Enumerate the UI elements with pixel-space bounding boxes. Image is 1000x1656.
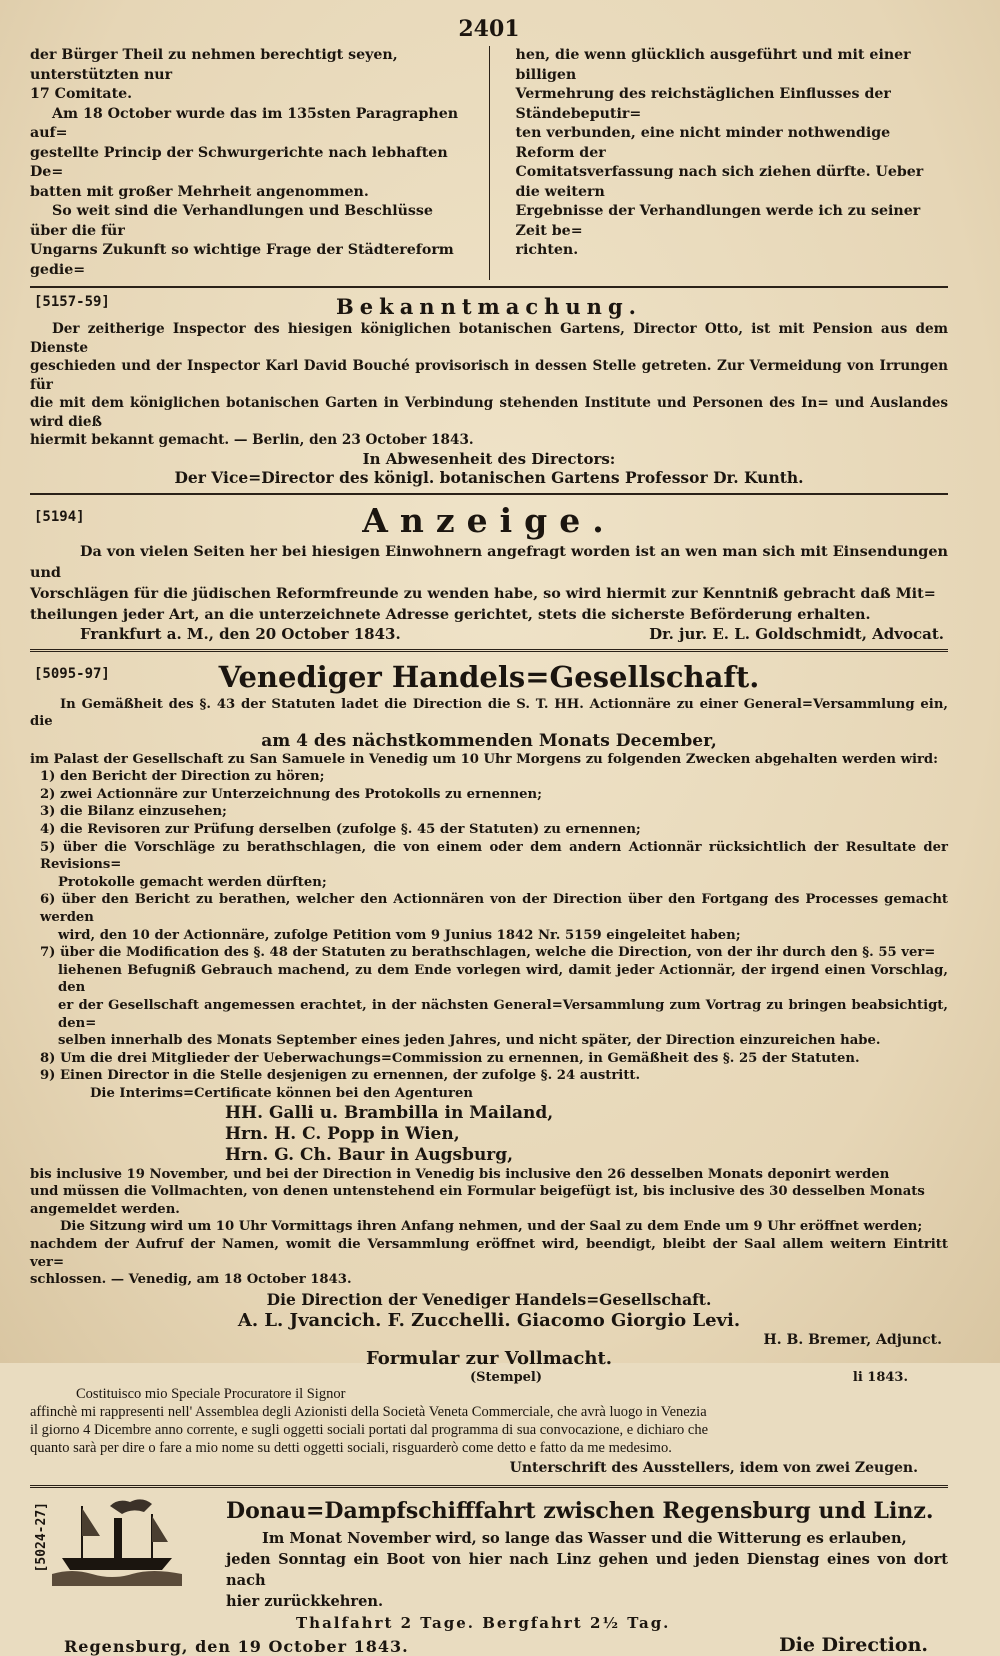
notice-signature: Dr. jur. E. L. Goldschmidt, Advocat. bbox=[649, 624, 944, 643]
deposit-line: bis inclusive 19 November, und bei der Direction in Venedig bis inclusive den 26 desselben Monats deponirt werden bbox=[30, 1166, 890, 1182]
right-line: Vermehrung des reichstäglichen Einflusses der Ständebeputir= bbox=[515, 86, 891, 122]
agenda-item: er der Gesellschaft angemessen erachtet, in der nächsten General=Versammlung zum Vortrag zu bringen beabsichtigt, den= bbox=[58, 998, 948, 1031]
deposit-line: schlossen. — Venedig, am 18 October 1843. bbox=[30, 1272, 352, 1288]
notice-line: Im Monat November wird, so lange das Wasser und die Witterung es erlauben, bbox=[262, 1529, 907, 1547]
notice-title: Donau=Dampfschifffahrt zwischen Regensburg und Linz. bbox=[226, 1497, 934, 1524]
left-column bbox=[30, 46, 463, 280]
steamship-icon bbox=[52, 1496, 182, 1586]
right-line: Ergebnisse der Verhandlungen werde ich zu seiner Zeit be= bbox=[515, 203, 921, 239]
proxy-text-line: il giorno 4 Dicembre anno corrente, e sugli oggetti sociali portati dal programma di sua convocazione, e dichiaro che bbox=[30, 1421, 709, 1438]
agenda-item: 9) Einen Director in die Stelle desjenigen zu ernennen, der zufolge §. 24 austritt. bbox=[40, 1068, 641, 1084]
notice-reference: [5157-59] bbox=[34, 294, 110, 310]
deposit-line: angemeldet werden. bbox=[30, 1201, 180, 1217]
agenda-item: 5) über die Vorschläge zu berathschlagen, die von einem oder dem andern Actionnär rücksichtlich der Resultate der Revisions= bbox=[40, 839, 948, 873]
notice-line: die mit dem königlichen botanischen Garten in Verbindung stehenden Institute und Personen des In= und Auslandes wird dieß bbox=[30, 395, 948, 430]
meeting-place: im Palast der Gesellschaft zu San Samuele in Venedig um 10 Uhr Morgens zu folgenden Zwecken abgehalten werden wird: bbox=[30, 751, 938, 767]
notice-reference: [5095-97] bbox=[34, 665, 110, 682]
left-line: batten mit großer Mehrheit angenommen. bbox=[30, 183, 369, 200]
adjunct-signature: H. B. Bremer, Adjunct. bbox=[763, 1331, 942, 1348]
date-blank: li 1843. bbox=[852, 1369, 908, 1385]
left-line: Ungarns Zukunft so wichtige Frage der Städtereform gedie= bbox=[30, 242, 454, 278]
stamp-label: (Stempel) bbox=[470, 1369, 543, 1385]
agenda-item: 4) die Revisoren zur Prüfung derselben (zufolge §. 45 der Statuten) zu ernennen; bbox=[40, 822, 641, 838]
right-line: richten. bbox=[515, 242, 579, 258]
notice-signature: Die Direction. bbox=[779, 1633, 928, 1656]
left-line: 17 Comitate. bbox=[30, 86, 133, 102]
left-line: gestellte Princip der Schwurgerichte nach lebhaften De= bbox=[30, 144, 448, 180]
formular-title: Formular zur Vollmacht. bbox=[365, 1347, 613, 1369]
left-line: der Bürger Theil zu nehmen berechtigt seyen, unterstützten nur bbox=[30, 47, 398, 83]
proxy-text-line: quanto sarà per dire o fare a mio nome su detti oggetti sociali, risguarderò come detto e fatto da me medesimo. bbox=[30, 1439, 672, 1456]
article-columns bbox=[30, 46, 948, 280]
agent-line: HH. Galli u. Brambilla in Mailand, bbox=[225, 1102, 554, 1123]
notice-intro: In Gemäßheit des §. 43 der Statuten ladet die Direction die S. T. HH. Actionnäre zu einer General=Versammlung ein, die bbox=[30, 696, 948, 730]
notice-place-date: Frankfurt a. M., den 20 October 1843. bbox=[80, 624, 401, 643]
notice-place-date: Regensburg, den 19 October 1843. bbox=[64, 1636, 409, 1656]
section-divider bbox=[30, 649, 948, 652]
agenda-item: 6) über den Bericht zu berathen, welcher den Actionnären von der Direction über den Fortgang des Processes gemacht werden bbox=[40, 892, 948, 926]
notice-title: Venediger Handels=Gesellschaft. bbox=[218, 659, 760, 694]
proxy-text-line: affinchè mi rappresenti nell' Assemblea degli Azionisti della Società Veneta Commerciale, che avrà luogo in Venezia bbox=[30, 1403, 707, 1420]
right-line: ten verbunden, eine nicht minder nothwendige Reform der bbox=[515, 125, 891, 161]
agent-line: Hrn. H. C. Popp in Wien, bbox=[225, 1123, 460, 1144]
deposit-line: und müssen die Vollmachten, von denen untenstehend ein Formular beigefügt ist, bis inclusive des 30 desselben Monats bbox=[30, 1184, 925, 1200]
proxy-text-line: Costituisco mio Speciale Procuratore il Signor bbox=[76, 1385, 346, 1402]
left-line: So weit sind die Verhandlungen und Beschlüsse über die für bbox=[30, 203, 433, 239]
column-divider bbox=[489, 46, 490, 280]
direction-line: Die Direction der Venediger Handels=Gesellschaft. bbox=[266, 1289, 712, 1309]
unterschrift-line: Unterschrift des Ausstellers, idem von zwei Zeugen. bbox=[509, 1459, 918, 1476]
notice-title: Bekanntmachung. bbox=[336, 294, 642, 319]
notice-line: hier zurückkehren. bbox=[226, 1592, 384, 1610]
section-divider bbox=[30, 286, 948, 288]
venediger-notice bbox=[30, 658, 948, 1479]
agenda-item: 2) zwei Actionnäre zur Unterzeichnung des Protokolls zu ernennen; bbox=[40, 786, 543, 802]
agenda-item: 7) über die Modification des §. 48 der Statuten zu berathschlagen, welche die Direction, von der ihr durch den §. 55 ver= bbox=[40, 945, 936, 961]
notice-line: theilungen jeder Art, an die unterzeichnete Adresse gerichtet, stets die sicherste Beförderung erhalten. bbox=[30, 605, 871, 623]
page-number: 2401 bbox=[458, 16, 520, 42]
agenda-item: 3) die Bilanz einzusehen; bbox=[40, 804, 227, 820]
right-column bbox=[516, 46, 949, 280]
notice-title: Anzeige. bbox=[362, 500, 616, 540]
agenda-item: selben innerhalb des Monats September eines jeden Jahres, und nicht später, der Direction einzureichen habe. bbox=[58, 1033, 881, 1049]
bekanntmachung-notice bbox=[30, 294, 948, 487]
notice-line: geschieden und der Inspector Karl David Bouché provisorisch in dessen Stelle getreten. Zur Vermeidung von Irrungen für bbox=[30, 358, 948, 393]
right-line: hen, die wenn glücklich ausgeführt und mit einer billigen bbox=[515, 47, 911, 83]
agenda-item: liehenen Befugniß Gebrauch machend, zu dem Ende vorlegen wird, damit jeder Actionnär, der irgend einen Vorschlag, den bbox=[58, 962, 948, 996]
meeting-date: am 4 des nächstkommenden Monats December, bbox=[261, 730, 717, 751]
notice-signature-label: In Abwesenheit des Directors: bbox=[362, 449, 616, 468]
travel-times: Thalfahrt 2 Tage. Bergfahrt 2½ Tag. bbox=[296, 1613, 671, 1632]
notice-line: Da von vielen Seiten her bei hiesigen Einwohnern angefragt worden ist an wen man sich mit Einsendungen und bbox=[30, 542, 948, 581]
left-line: Am 18 October wurde das im 135sten Paragraphen auf= bbox=[30, 105, 459, 141]
interim-certificates: Die Interims=Certificate können bei den Agenturen bbox=[90, 1085, 473, 1101]
agenda-item: 1) den Bericht der Direction zu hören; bbox=[40, 769, 325, 785]
notice-reference: [5194] bbox=[34, 508, 85, 525]
notice-line: Der zeitherige Inspector des hiesigen königlichen botanischen Gartens, Director Otto, ist mit Pension aus dem Dienste bbox=[30, 321, 948, 356]
anzeige-notice bbox=[30, 501, 948, 643]
agent-line: Hrn. G. Ch. Baur in Augsburg, bbox=[225, 1144, 514, 1165]
deposit-line: Die Sitzung wird um 10 Uhr Vormittags ihren Anfang nehmen, und der Saal zu dem Ende um 9 Uhr eröffnet werden; bbox=[60, 1219, 923, 1235]
director-names: A. L. Jvancich. F. Zucchelli. Giacomo Giorgio Levi. bbox=[237, 1309, 741, 1331]
notice-signature: Der Vice=Director des königl. botanischen Gartens Professor Dr. Kunth. bbox=[174, 467, 804, 487]
notice-line: Vorschlägen für die jüdischen Reformfreunde zu wenden habe, so wird hiermit zur Kenntniß gebracht daß Mit= bbox=[30, 584, 936, 602]
agenda-item: wird, den 10 der Actionnäre, zufolge Petition vom 9 Junius 1842 Nr. 5159 eingeleitet haben; bbox=[58, 927, 741, 943]
notice-line: hiermit bekannt gemacht. — Berlin, den 23 October 1843. bbox=[30, 432, 474, 448]
donau-notice bbox=[30, 1494, 948, 1654]
section-divider bbox=[30, 493, 948, 495]
agenda-item: Protokolle gemacht werden dürften; bbox=[58, 874, 327, 890]
notice-reference: [5024-27] bbox=[34, 1501, 49, 1573]
notice-line: jeden Sonntag ein Boot von hier nach Linz gehen und jeden Dienstag eines von dort nach bbox=[226, 1550, 948, 1589]
agenda-item: 8) Um die drei Mitglieder der Ueberwachungs=Commission zu ernennen, in Gemäßheit des §. 25 der Statuten. bbox=[40, 1050, 860, 1066]
deposit-line: nachdem der Aufruf der Namen, womit die Versammlung eröffnet wird, beendigt, bleibt der Saal allem weitern Eintritt ver= bbox=[30, 1236, 948, 1270]
section-divider bbox=[30, 1485, 948, 1488]
right-line: Comitatsverfassung nach sich ziehen dürfte. Ueber die weitern bbox=[515, 164, 924, 200]
